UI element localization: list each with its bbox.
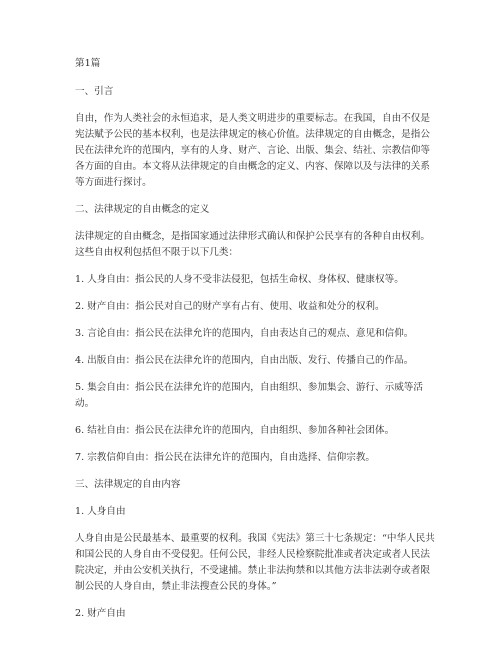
content-heading: 三、法律规定的自由内容 <box>75 479 181 490</box>
definition-paragraph: 法律规定的自由概念，是指国家通过法律形式确认和保护公民享有的各种自由权利。这些自由权利包括但不限于以下几类： <box>75 231 430 258</box>
list-item-property-freedom: 2. 财产自由：指公民对自己的财产享有占有、使用、收益和处分的权利。 <box>75 301 385 312</box>
list-item-speech-freedom: 3. 言论自由：指公民在法律允许的范围内，自由表达自己的观点、意见和信仰。 <box>75 328 414 339</box>
intro-heading: 一、引言 <box>75 86 114 97</box>
content-paragraph-personal: 人身自由是公民最基本、最重要的权利。我国《宪法》第三十七条规定：“中华人民共和国公民的人身自由不受侵犯。任何公民，非经人民检察院批准或者决定或者人民法院决定，并由公安机关执行，不受逮捕。禁止非法拘禁和以其他方法非法剥夺或者限制公民的人身自由，禁止非法搜查公民的身体。” <box>75 533 435 592</box>
list-item-association-freedom: 6. 结社自由：指公民在法律允许的范围内，自由组织、参加各种社会团体。 <box>75 425 395 436</box>
list-item-publication-freedom: 4. 出版自由：指公民在法律允许的范围内，自由出版、发行、传播自己的作品。 <box>75 355 414 366</box>
content-subheading-property: 2. 财产自由 <box>75 608 126 619</box>
list-item-personal-freedom: 1. 人身自由：指公民的人身不受非法侵犯，包括生命权、身体权、健康权等。 <box>75 274 404 285</box>
document-page <box>75 56 435 633</box>
content-subheading-personal: 1. 人身自由 <box>75 506 126 517</box>
intro-paragraph: 自由，作为人类社会的永恒追求，是人类文明进步的重要标志。在我国，自由不仅是宪法赋予公民的基本权利，也是法律规定的核心价值。法律规定的自由概念，是指公民在法律允许的范围内，享有的人身、财产、言论、出版、集会、结社、宗教信仰等各方面的自由。本文将从法律规定的自由概念的定义、内容、保障以及与法律的关系等方面进行探讨。 <box>75 113 430 188</box>
page-title: 第1篇 <box>75 58 101 69</box>
definition-heading: 二、法律规定的自由概念的定义 <box>75 204 210 215</box>
list-item-religious-freedom: 7. 宗教信仰自由：指公民在法律允许的范围内，自由选择、信仰宗教。 <box>75 452 376 463</box>
list-item-assembly-freedom: 5. 集会自由：指公民在法律允许的范围内，自由组织、参加集会、游行、示威等活动。 <box>75 382 423 409</box>
